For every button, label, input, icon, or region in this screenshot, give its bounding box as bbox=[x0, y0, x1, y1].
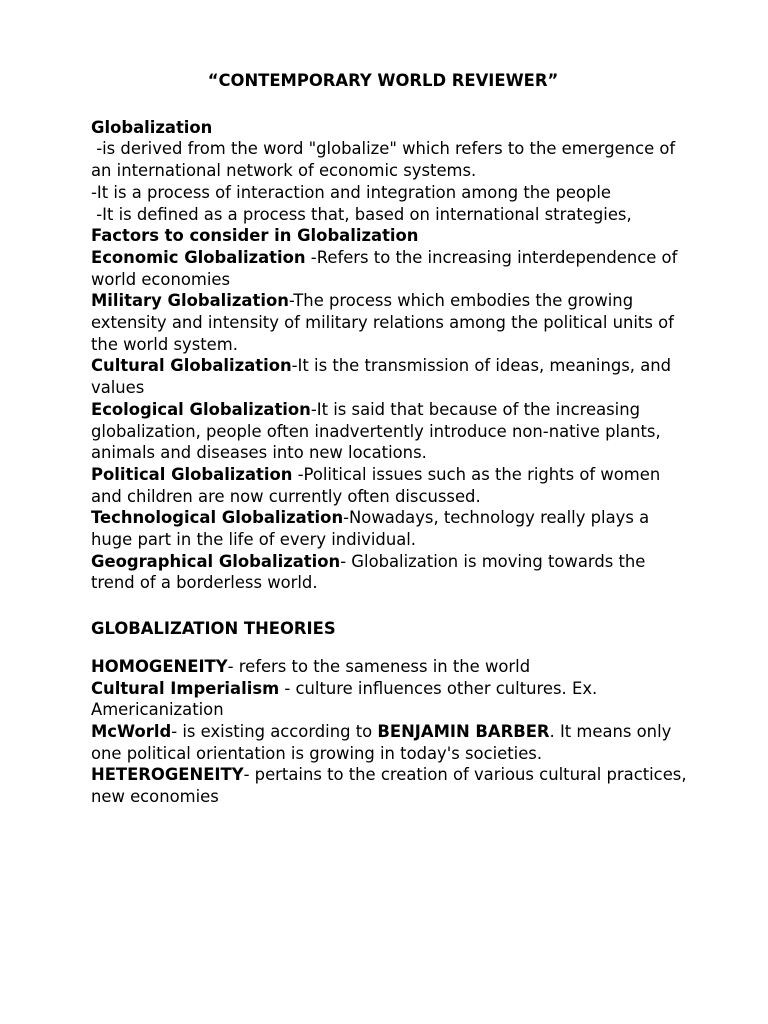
factors-heading: Factors to consider in Globalization bbox=[91, 226, 419, 246]
theory-text: - pertains to the creation of various cultural practices, new economies bbox=[91, 765, 692, 807]
globalization-definition-1: -is derived from the word "globalize" which refers to the emergence of an international network of economic systems. bbox=[91, 139, 681, 181]
factor-text: -It is said that because of the increasing globalization, people often inadvertently introduce non-native plants, animals and diseases into new locations. bbox=[91, 399, 666, 463]
factor-economic bbox=[91, 247, 691, 290]
author-name: BENJAMIN BARBER bbox=[377, 721, 550, 741]
factors-section bbox=[91, 225, 691, 594]
factor-text: -It is the transmission of ideas, meanings, and values bbox=[91, 356, 677, 398]
factor-geographical bbox=[91, 551, 691, 594]
factor-term: Ecological Globalization bbox=[91, 399, 311, 419]
theory-mcworld bbox=[91, 721, 691, 764]
factor-cultural bbox=[91, 355, 691, 398]
theories-section bbox=[91, 618, 691, 808]
theory-term: HETEROGENEITY bbox=[91, 765, 244, 785]
theory-cultural-imperialism bbox=[91, 678, 691, 721]
factor-term: Geographical Globalization bbox=[91, 551, 341, 571]
factor-text: - Globalization is moving towards the trend of a borderless world. bbox=[91, 551, 651, 593]
factor-military bbox=[91, 290, 691, 355]
theory-term: McWorld bbox=[91, 721, 172, 741]
globalization-definition-2: -It is a process of interaction and integration among the people bbox=[91, 182, 612, 202]
section-spacer bbox=[91, 594, 691, 618]
factor-term: Technological Globalization bbox=[91, 508, 344, 528]
theory-heterogeneity bbox=[91, 764, 691, 807]
factor-text: -Political issues such as the rights of women and children are now currently often discussed. bbox=[91, 464, 666, 506]
theory-text: - is existing according to bbox=[171, 721, 378, 741]
factor-ecological bbox=[91, 399, 691, 464]
globalization-heading: Globalization bbox=[91, 117, 213, 137]
theories-heading: GLOBALIZATION THEORIES bbox=[91, 619, 336, 639]
factor-term: Military Globalization bbox=[91, 291, 289, 311]
theory-homogeneity bbox=[91, 656, 691, 678]
factor-term: Economic Globalization bbox=[91, 247, 306, 267]
theory-term: HOMOGENEITY bbox=[91, 656, 228, 676]
factor-political bbox=[91, 464, 691, 507]
theory-text: - culture influences other cultures. Ex. Americanization bbox=[91, 678, 603, 720]
factor-term: Cultural Globalization bbox=[91, 356, 292, 376]
globalization-definition-3: -It is defined as a process that, based on international strategies, bbox=[91, 204, 632, 224]
section-spacer bbox=[91, 640, 691, 656]
factor-technological bbox=[91, 507, 691, 550]
factor-text: -Nowadays, technology really plays a huge part in the life of every individual. bbox=[91, 508, 655, 550]
globalization-section bbox=[91, 117, 691, 226]
factor-term: Political Globalization bbox=[91, 464, 293, 484]
factor-text: -The process which embodies the growing extensity and intensity of military relations among the political units of the world system. bbox=[91, 291, 680, 354]
theory-text: - refers to the sameness in the world bbox=[227, 656, 531, 676]
factor-text: -Refers to the increasing interdependence of world economies bbox=[91, 247, 683, 289]
document-page bbox=[91, 70, 691, 808]
theory-term: Cultural Imperialism bbox=[91, 678, 280, 698]
theory-text: . It means only one political orientation is growing in today's societies. bbox=[91, 721, 677, 763]
document-title: “CONTEMPORARY WORLD REVIEWER” bbox=[207, 71, 559, 90]
